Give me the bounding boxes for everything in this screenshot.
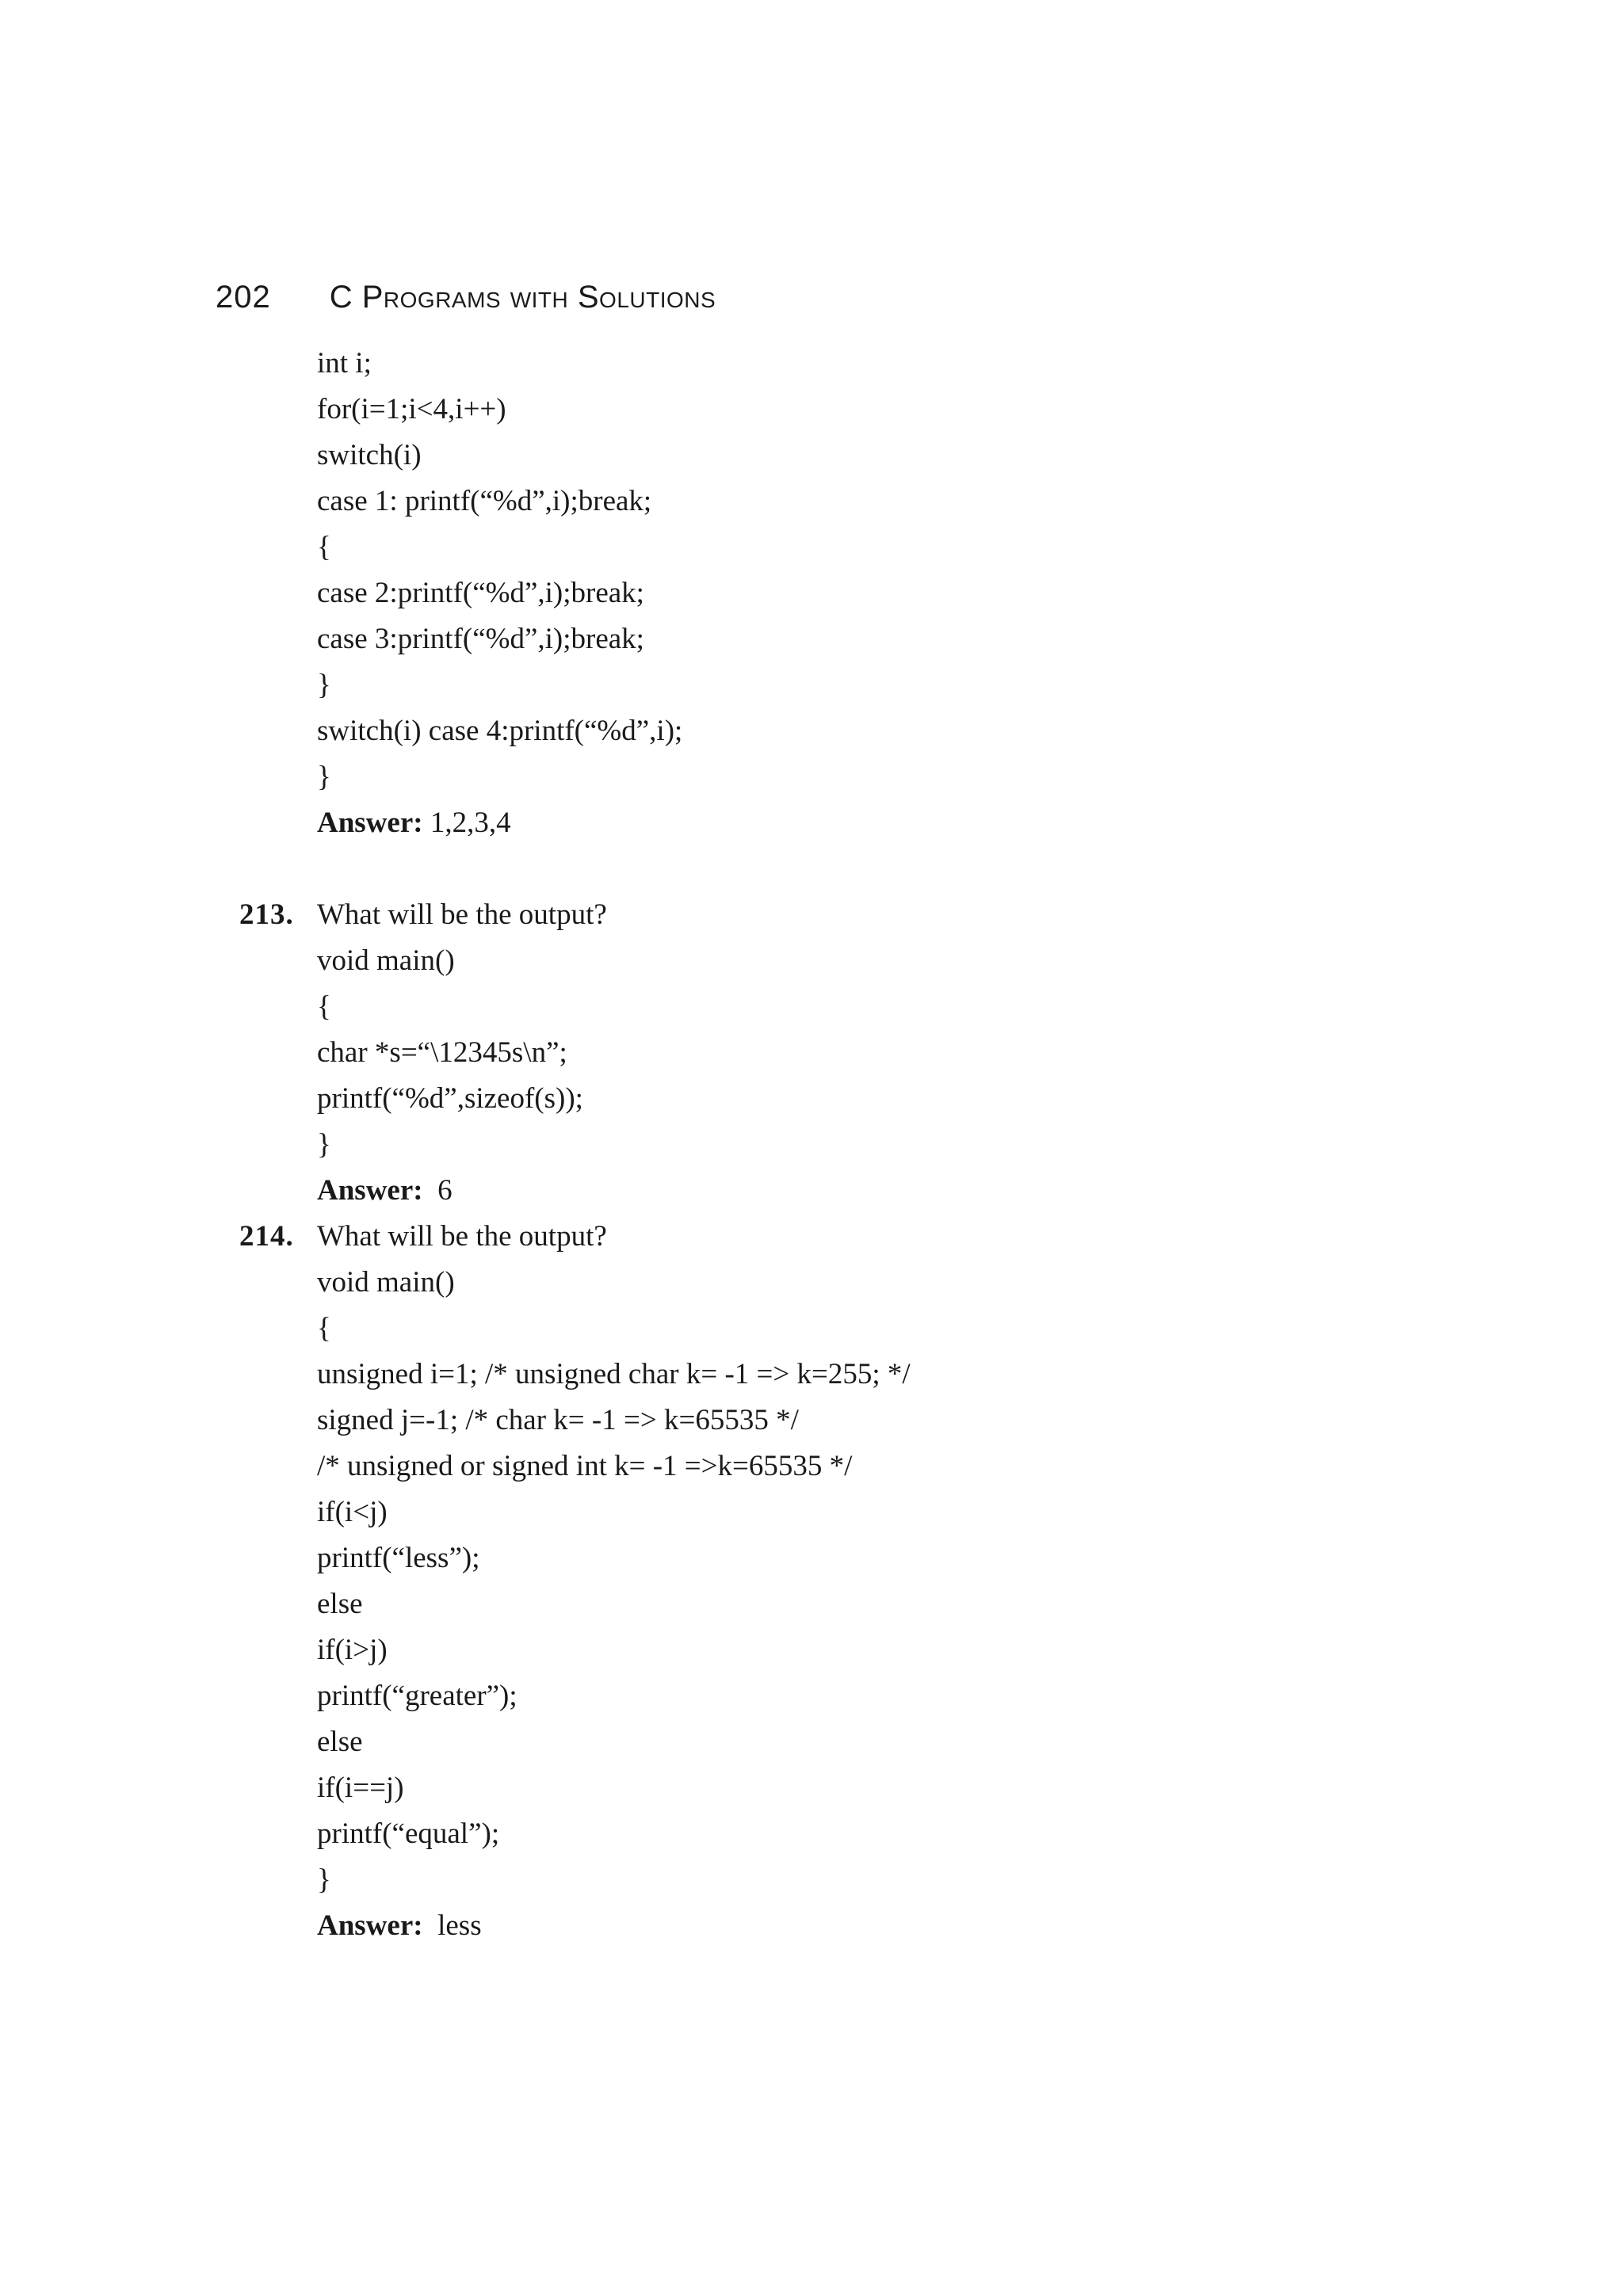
code-line: printf(“%d”,sizeof(s)); [317,1082,583,1115]
code-line: case 2:printf(“%d”,i);break; [317,577,644,609]
answer-label: Answer: [317,1909,423,1942]
code-line: for(i=1;i<4,i++) [317,393,506,425]
answer-line [317,1173,453,1209]
answer-value: less [422,1909,482,1942]
code-line: char *s=“\12345s\n”; [317,1036,567,1069]
code-line: int i; [317,347,372,379]
page-header [216,269,716,325]
code-line: } [317,669,331,701]
question-number: 214. [239,1220,294,1253]
page-number: 202 [216,279,271,315]
code-line: { [317,990,331,1023]
answer-value: 1,2,3,4 [422,807,511,839]
answer-line [317,805,511,841]
answer-label: Answer: [317,807,423,839]
code-line: printf(“equal”); [317,1817,500,1850]
code-line: unsigned i=1; /* unsigned char k= -1 => k=255; */ [317,1358,911,1390]
code-line: { [317,531,331,563]
code-line: if(i==j) [317,1772,404,1804]
code-line: /* unsigned or signed int k= -1 =>k=65535 */ [317,1450,853,1482]
code-line: if(i>j) [317,1634,388,1666]
question-prompt: What will be the output? [317,1220,607,1253]
code-line: printf(“greater”); [317,1680,517,1712]
code-line: case 1: printf(“%d”,i);break; [317,485,652,517]
code-line: else [317,1726,363,1758]
code-line: case 3:printf(“%d”,i);break; [317,623,644,655]
code-line: switch(i) case 4:printf(“%d”,i); [317,715,683,747]
question-prompt: What will be the output? [317,898,607,931]
code-line: } [317,1128,331,1161]
code-line: } [317,1863,331,1896]
answer-label: Answer: [317,1174,423,1207]
code-line: void main() [317,1266,455,1299]
answer-line [317,1908,482,1944]
code-line: signed j=-1; /* char k= -1 => k=65535 */ [317,1404,799,1436]
code-line: void main() [317,944,455,977]
code-line: } [317,761,331,793]
code-line: else [317,1588,363,1620]
code-line: if(i<j) [317,1496,388,1528]
question-number: 213. [239,898,294,931]
answer-value: 6 [422,1174,453,1207]
running-title: C Programs with Solutions [329,279,716,315]
code-line: { [317,1312,331,1344]
code-line: printf(“less”); [317,1542,480,1574]
code-line: switch(i) [317,439,422,471]
